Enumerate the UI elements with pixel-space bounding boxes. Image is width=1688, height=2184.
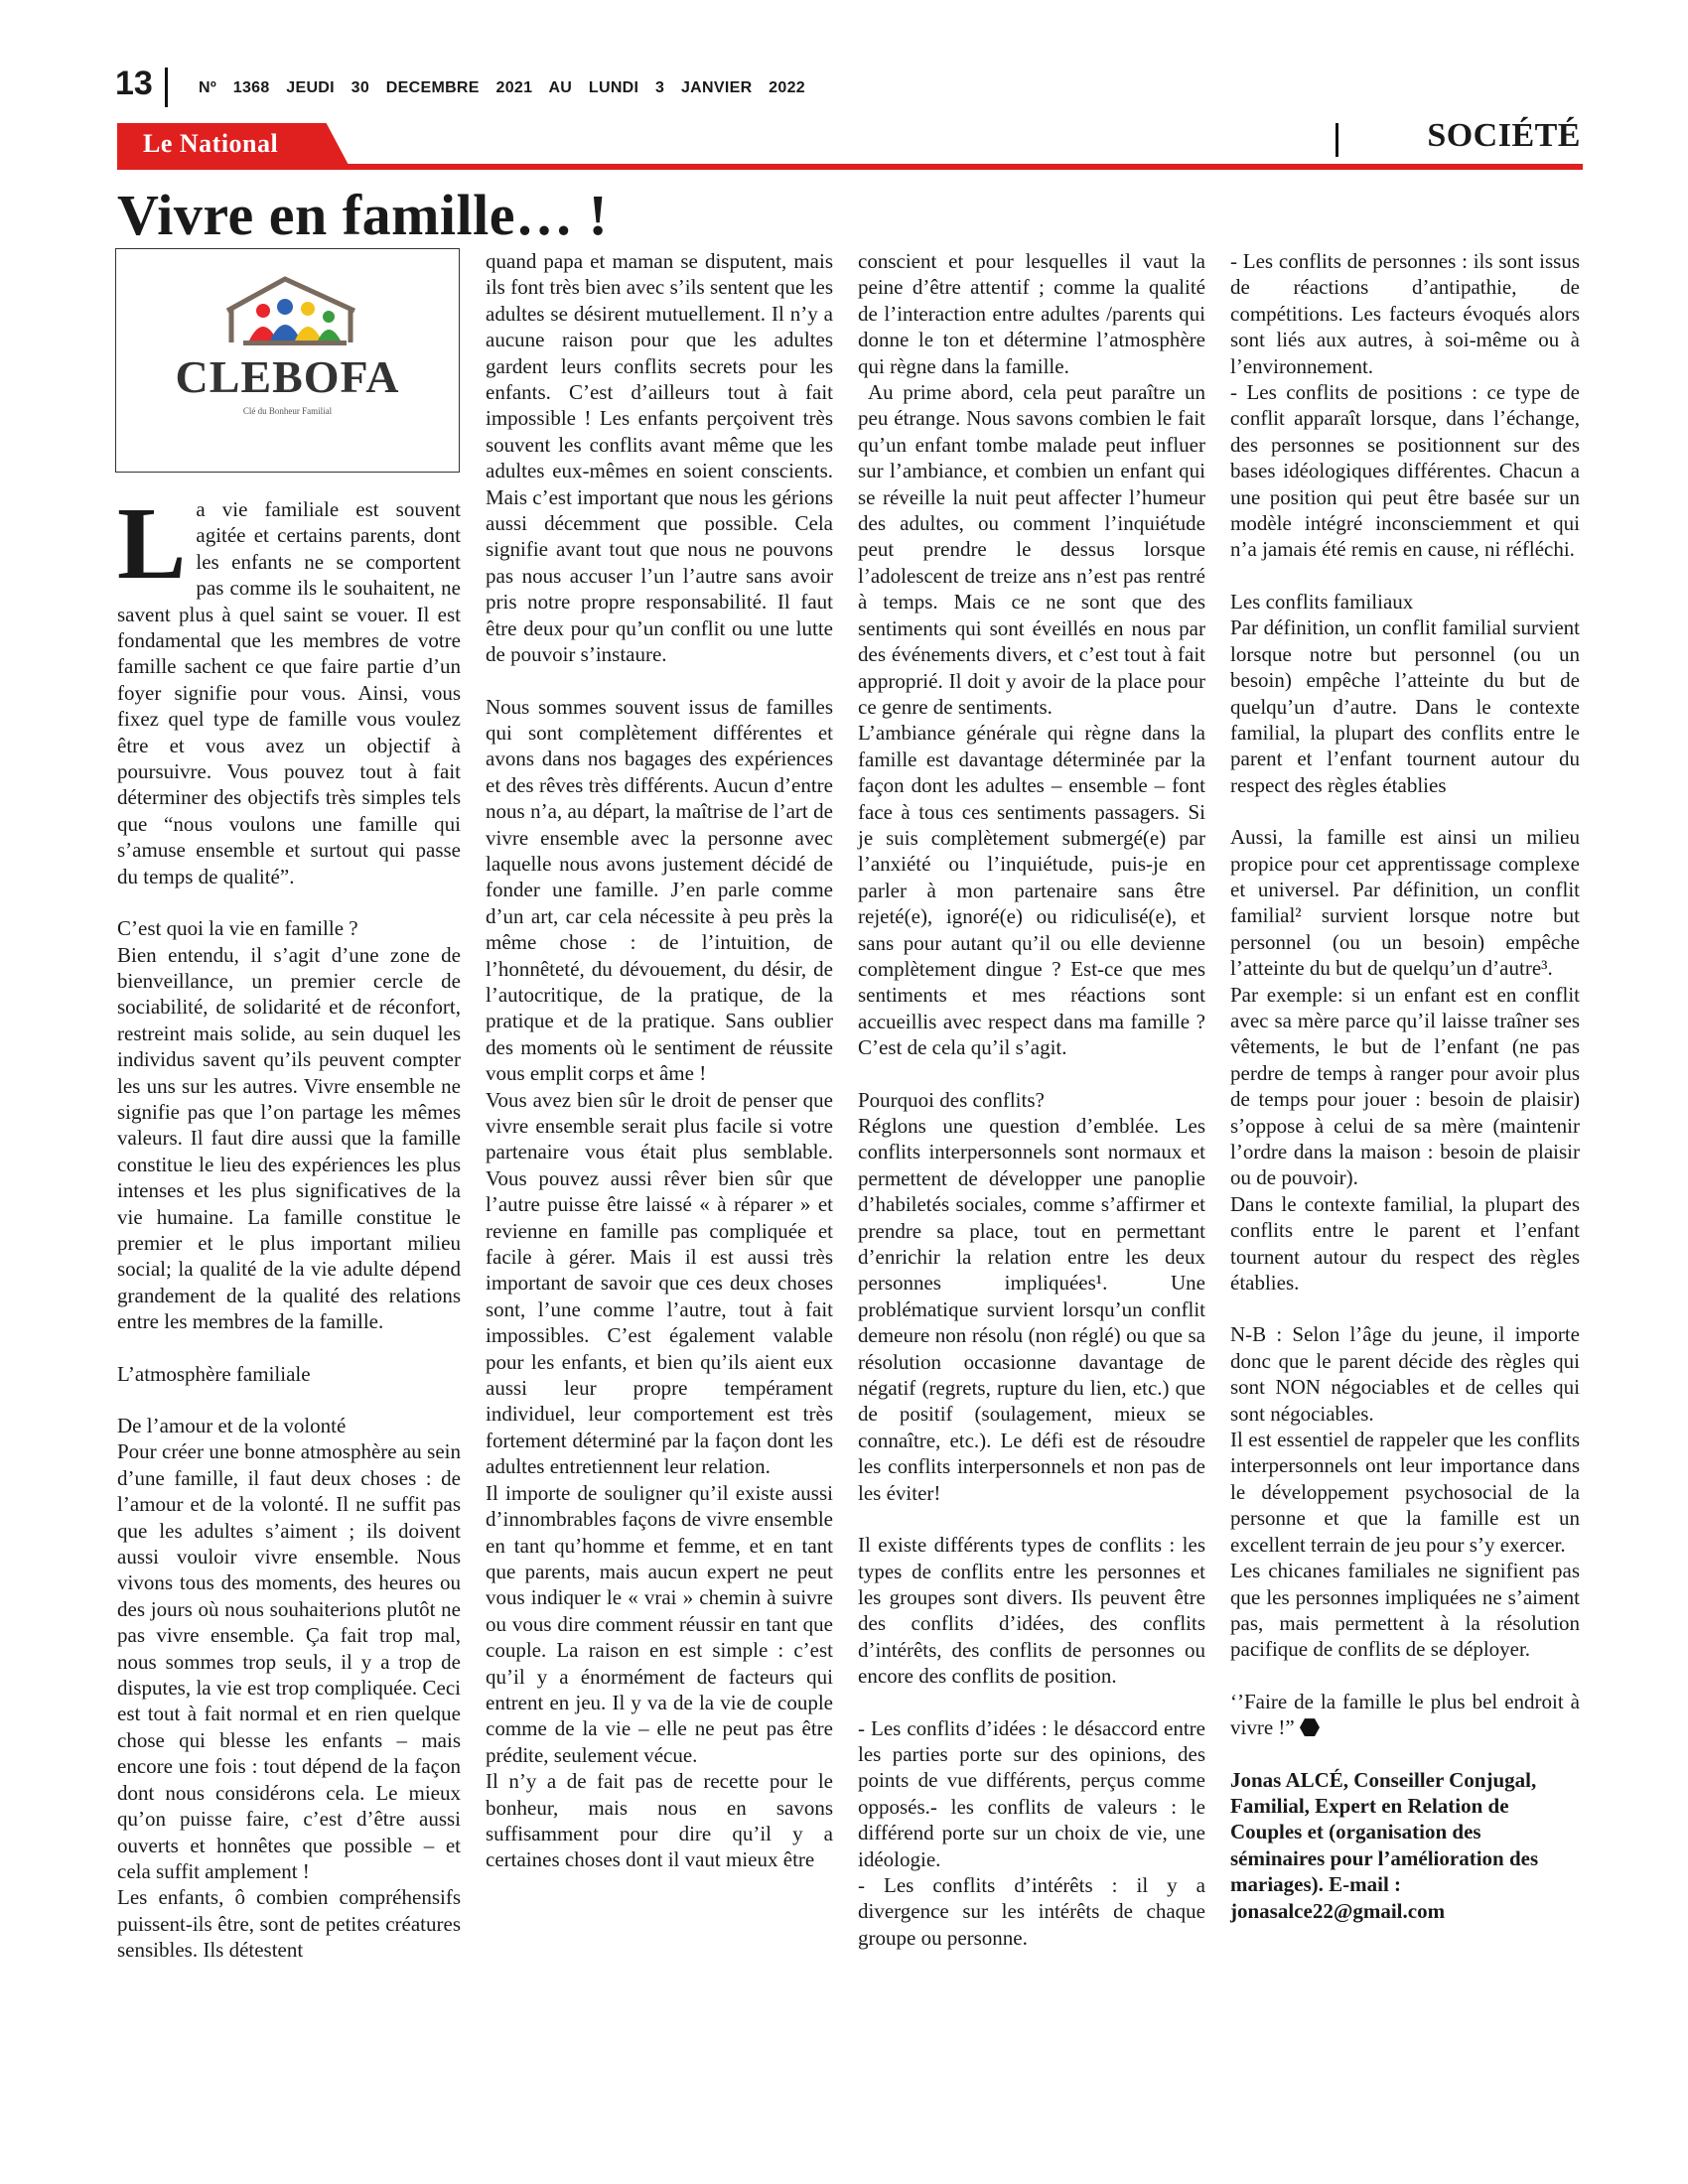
paragraph-gap bbox=[858, 1690, 1205, 1715]
paragraph: quand papa et maman se disputent, mais ils font très bien avec s’ils sentent que les adultes se désirent mutuellement. Il n’y a aucune raison pour que les adultes gardent leurs conflits secrets pour les enfants. C’est d’ailleurs tout à fait impossible ! Les enfants perçoivent très souvent les conflits avant même que les adultes eux-mêmes en soient conscients. Mais c’est important que nous les gérions aussi décemment que possible. Cela signifie avant tout que nous ne pouvons pas nous accuser l’un l’autre sans avoir pris notre propre responsabilité. Il faut être deux pour qu’un conflit ou une lutte de pouvoir s’instaure. bbox=[486, 249, 833, 667]
subheading: De l’amour et de la volonté bbox=[117, 1414, 347, 1437]
end-mark-icon bbox=[1300, 1718, 1320, 1736]
header-red-rule bbox=[117, 164, 1583, 170]
paragraph: N-B : Selon l’âge du jeune, il importe donc que le parent décide des règles qui sont NON négociables et de celles qui sont négociables. bbox=[1230, 1322, 1580, 1426]
paragraph-gap bbox=[1230, 798, 1580, 824]
paragraph-gap bbox=[1230, 1663, 1580, 1689]
paragraph-gap bbox=[1230, 1296, 1580, 1321]
paragraph-gap bbox=[1230, 1741, 1580, 1767]
paragraph: - Les conflits d’idées : le désaccord entre les parties porte sur des opinions, des points de vue différents, perçus comme opposés.- les conflits de valeurs : le différend porte sur un choix de vie, une idéologie. bbox=[858, 1715, 1205, 1871]
subheading: C’est quoi la vie en famille ? bbox=[117, 916, 358, 941]
article-headline: Vivre en famille… ! bbox=[117, 183, 609, 247]
paragraph-gap bbox=[858, 1506, 1205, 1532]
drop-cap: L bbox=[117, 486, 187, 601]
paragraph: - Les conflits de personnes : ils sont issus de réactions d’antipathie, de compétitions. Les facteurs évoqués alors sont liés aux autres, à soi-même ou à l’environnement. bbox=[1230, 249, 1580, 378]
issue-date-line: Nº 1368 JEUDI 30 DECEMBRE 2021 AU LUNDI 3 JANVIER 2022 bbox=[199, 79, 805, 96]
paragraph-gap bbox=[486, 668, 833, 694]
logo-wordmark: CLEBOFA bbox=[175, 351, 400, 402]
paragraph: Réglons une question d’emblée. Les conflits interpersonnels sont normaux et permettent de développer une panoplie d’habiletés sociales, comme s’affirmer et prendre sa place, tout en permettant d’enrichir la relation entre les deux personnes impliquées¹. Une problématique survient lorsqu’un conflit demeure non résolu (non réglé) ou que sa résolution occasionne davantage de négatif (regrets, rupture du lien, etc.) que de positif (soulagement, mieux se connaître, etc.). Le défi est de résoudre les conflits interpersonnels et non pas de les éviter! bbox=[858, 1114, 1205, 1505]
paragraph: Par définition, un conflit familial survient lorsque notre but personnel (ou un besoin) empêche l’atteinte du but de quelqu’un d’autre. Dans le contexte familial, la plupart des conflits entre le parent et l’enfant tournent autour du respect des règles établies bbox=[1230, 615, 1580, 797]
paragraph: Par exemple: si un enfant est en conflit avec sa mère parce qu’il laisse traîner ses vêtements, le but de l’enfant (ne pas perdre de temps à ranger pour avoir plus de temps pour jouer : besoin de plaisir) s’oppose à celui de sa mère (maintenir l’ordre dans la maison : besoin de plaisir ou de pouvoir). bbox=[1230, 982, 1580, 1190]
paragraph: Il importe de souligner qu’il existe aussi d’innombrables façons de vivre ensemble en tant qu’homme et femme, et en tant que parents, mais aucun expert ne peut vous indiquer le « vrai » chemin à suivre ou vous dire comment réussir en tant que couple. La raison en est simple : c’est qu’il y a énormément de facteurs qui entrent en jeu. Il y va de la vie de couple comme de la vie – elle ne peut pas être prédite, seulement vécue. bbox=[486, 1480, 833, 1767]
article-column-2 bbox=[486, 248, 833, 1873]
subheading: Les conflits familiaux bbox=[1230, 589, 1414, 614]
paragraph: conscient et pour lesquelles il vaut la peine d’être attentif ; comme la qualité de l’interaction entre adultes /parents qui donne le ton et détermine l’atmosphère qui règne dans la famille. bbox=[858, 249, 1205, 378]
paragraph: Nous sommes souvent issus de familles qui sont complètement différentes et avons dans nos bagages des expériences et des rêves très différents. Aucun d’entre nous n’a, au départ, la maîtrise de l’art de vivre ensemble avec la personne avec laquelle nous avons justement décidé de fonder une famille. J’en parle comme d’un art, car cela nécessite à peu près la même chose : de l’intuition, de l’honnêteté, du dévouement, du désir, de l’autocritique, de la pratique, de la pratique et de la pratique. Sans oublier des moments où le sentiment de réussite vous emplit corps et âme ! bbox=[486, 694, 833, 1086]
paragraph-gap bbox=[117, 1335, 461, 1361]
logo-tagline: Clé du Bonheur Familial bbox=[242, 406, 333, 416]
paragraph-gap bbox=[117, 889, 461, 915]
paragraph: Il est essentiel de rappeler que les conflits interpersonnels ont leur importance dans le développement psychosocial de la personne et que la famille est un excellent terrain de jeu pour s’y exercer. bbox=[1230, 1428, 1580, 1557]
paragraph: Bien entendu, il s’agit d’une zone de bienveillance, un premier cercle de sociabilité, de solidarité et de réconfort, restreint mais solide, au sein duquel les individus savent qu’ils peuvent compter les uns sur les autres. Vivre ensemble ne signifie pas que l’on partage les mêmes valeurs. Il faut dire aussi que la famille constitue le lieu des expériences les plus intenses et les plus significatives de la vie humaine. La famille constitue le premier et le plus important milieu social; la qualité de la vie adulte dépend grandement de la qualité des relations entre les membres de la famille. bbox=[117, 942, 461, 1334]
paragraph: Pour créer une bonne atmosphère au sein d’une famille, il faut deux choses : de l’amour et de la volonté. Il ne suffit pas que les adultes s’aiment ; ils doivent aussi vouloir vivre ensemble. Nous vivons tous des moments, des heures ou des jours où nous souhaiterions plutôt ne pas vivre ensemble. Ça fait trop mal, nous sommes trop seuls, il y a trop de disputes, la vie est trop compliquée. Ceci est tout à fait normal et en rien quelque chose qui blesse les enfants – mais encore une fois : tout dépend de la façon dont nous considérons cela. Le mieux qu’on puisse faire, c’est d’être aussi ouverts et honnêtes que possible – et cela suffit amplement ! bbox=[117, 1439, 461, 1883]
paragraph: Les chicanes familiales ne signifient pas que les personnes impliquées ne s’aiment pas, mais permettent à la résolution pacifique de conflits de se déployer. bbox=[1230, 1559, 1580, 1662]
paragraph: Il existe différents types de conflits : les types de conflits entre les personnes et les groupes sont divers. Ils peuvent être des conflits d’idées, des conflits d’intérêts, des conflits de personnes ou encore des conflits de position. bbox=[858, 1533, 1205, 1689]
subheading: Pourquoi des conflits? bbox=[858, 1087, 1045, 1112]
section-title: SOCIÉTÉ bbox=[1427, 117, 1581, 154]
page-number-divider bbox=[165, 68, 168, 107]
article-column-1 bbox=[117, 486, 461, 1964]
paragraph: La vie familiale est souvent agitée et certains parents, dont les enfants ne se comportent pas comme ils le souhaitent, ne savent plus à quel saint se vouer. Il est fondamental que les membres de votre famille sachent ce que faire partie d’un foyer signifie pour vous. Ainsi, vous fixez quel type de famille vous voulez être et vous avez un objectif à poursuivre. Vous pouvez tout à fait déterminer des objectifs très simples tels que “nous voulons une famille qui s’amuse ensemble et surtout qui passe du temps de qualité”. bbox=[117, 486, 461, 888]
clebofa-logo bbox=[115, 248, 460, 473]
paragraph: L’ambiance générale qui règne dans la famille est davantage déterminée par la façon dont les adultes – ensemble – font face à tous ces sentiments passagers. Si je suis complètement submergé(e) par l’anxiété ou l’inquiétude, puis-je en parler à mon partenaire sans être rejeté(e), ignoré(e) ou ridiculisé(e), et sans pour autant qu’il ou elle devienne complètement dingue ? Est-ce que mes sentiments et mes réactions sont accueillis avec respect dans ma famille ? C’est de cela qu’il s’agit. bbox=[858, 721, 1205, 1060]
paragraph-gap bbox=[858, 1061, 1205, 1087]
brand-name: Le National bbox=[143, 129, 279, 158]
paragraph-gap bbox=[117, 1387, 461, 1413]
section-divider bbox=[1336, 123, 1338, 157]
paragraph: Aussi, la famille est ainsi un milieu propice pour cet apprentissage complexe et universel. Par définition, un conflit familial² survient lorsque notre but personnel (ou un besoin) empêche l’atteinte du but de quelqu’un d’autre³. bbox=[1230, 825, 1580, 981]
paragraph: - Les conflits d’intérêts : il y a divergence sur les intérêts de chaque groupe ou personne. bbox=[858, 1872, 1205, 1950]
paragraph-gap bbox=[1230, 563, 1580, 589]
paragraph: - Les conflits de positions : ce type de conflit apparaît lorsque, dans l’échange, des personnes se positionnent sur des bases idéologiques différentes. Chacun a une position qui peut être basée sur un modèle intégré inconsciemment et qui n’a jamais été remis en cause, ni réfléchi. bbox=[1230, 380, 1580, 562]
author-signature: Jonas ALCÉ, Conseiller Conjugal, Familial, Expert en Relation de Couples et (organisation des séminaires pour l’amélioration des mariages). E-mail : jonasalce22@gmail.com bbox=[1230, 1767, 1539, 1923]
page-number: 13 bbox=[115, 65, 153, 102]
paragraph: Il n’y a de fait pas de recette pour le bonheur, mais nous en savons suffisamment pour dire qu’il y a certaines choses dont il vaut mieux être bbox=[486, 1769, 833, 1872]
subheading: L’atmosphère familiale bbox=[117, 1361, 311, 1386]
closing-quote: ‘’Faire de la famille le plus bel endroit à vivre !” bbox=[1230, 1689, 1580, 1740]
article-column-3 bbox=[858, 248, 1205, 1951]
paragraph: Au prime abord, cela peut paraître un peu étrange. Nous savons combien le fait qu’un enfant tombe malade peut influer sur l’ambiance, et combien un enfant qui se réveille la nuit peut affecter l’humeur des adultes, ou comment l’inquiétude peut prendre le dessus lorsque l’adolescent de treize ans n’est pas rentré à temps. Mais ce ne sont que des sentiments qui sont éveillés en nous par des événements divers, et c’est tout à fait approprié. Il doit y avoir de la place pour ce genre de sentiments. bbox=[858, 380, 1205, 719]
paragraph: Vous avez bien sûr le droit de penser que vivre ensemble serait plus facile si votre partenaire vous était plus semblable. Vous pouvez aussi rêver bien sûr que l’autre puisse être laissé « à réparer » et revienne en famille pas compliquée et facile à gérer. Mais il est aussi très important de savoir que ces deux choses sont, l’une comme l’autre, tout à fait impossibles. C’est également valable pour les enfants, et bien qu’ils aient eux aussi leur propre tempérament individuel, leur comportement est très fortement déterminé par la façon dont les adultes entretiennent leur relation. bbox=[486, 1087, 833, 1479]
paragraph: Les enfants, ô combien compréhensifs puissent-ils être, sont de petites créatures sensibles. Ils détestent bbox=[117, 1885, 461, 1963]
paragraph: Dans le contexte familial, la plupart des conflits entre le parent et l’enfant tournent autour du respect des règles établies. bbox=[1230, 1191, 1580, 1296]
article-column-4 bbox=[1230, 248, 1580, 1924]
